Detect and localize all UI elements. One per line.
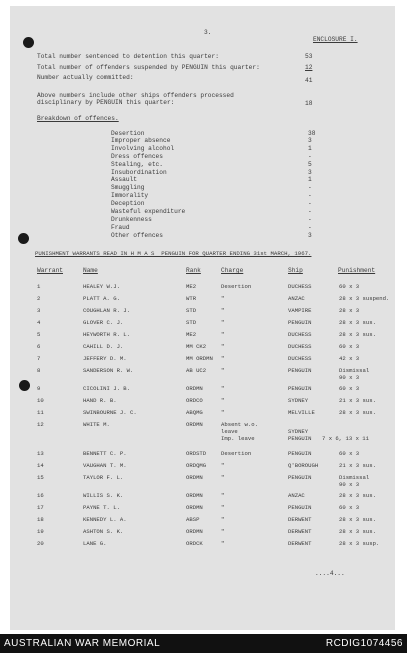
header-warrant: Warrant [37,267,63,274]
cell-punishment2: 90 x 3 [339,481,360,488]
cell-name: SWINBOURNE J. C. [83,409,137,416]
breakdown-heading: Breakdown of offences. [37,115,119,122]
cell-punishment: 28 x 3 sus. [339,331,376,338]
cell-punishment: 42 x 3 [339,355,360,362]
cell-name: HEALEY W.J. [83,283,120,290]
cell-name: VAUGHAN T. M. [83,462,127,469]
cell-rank: STD [186,307,197,314]
cell-rank: ABSP [186,516,200,523]
cell-name: WHITE M. [83,421,110,428]
cell-rank: AB UC2 [186,367,207,374]
offence-count: - [308,216,312,223]
offence-count: 3 [308,169,312,176]
table-row [0,397,407,405]
cell-rank: WTR [186,295,197,302]
table-row [0,355,407,363]
offence-name: Involving alcohol [111,145,175,152]
table-row [0,343,407,351]
cell-ship: DUCHESS [288,283,312,290]
cell-warrant: 20 [37,540,44,547]
cell-charge: " [221,409,225,416]
cell-charge: " [221,367,225,374]
cell-charge: " [221,528,225,535]
offence-name: Insubordination [111,169,167,176]
cell-rank: MM ORDMN [186,355,213,362]
punch-hole-top [23,37,34,48]
cell-ship: MELVILLE [288,409,315,416]
cell-rank: ME2 [186,283,197,290]
table-row [0,295,407,303]
cell-name: KENNEDY L. A. [83,516,127,523]
cell-warrant: 14 [37,462,44,469]
summary-value-3: 41 [305,77,313,84]
summary-label-3: Number actually committed: [37,74,134,81]
cell-ship: PENGUIN [288,319,312,326]
footer-record-id: RCDIG1074456 [325,638,403,649]
cell-warrant: 3 [37,307,41,314]
cell-name: HAND R. B. [83,397,117,404]
cell-warrant: 16 [37,492,44,499]
header-ship: Ship [288,267,303,274]
offence-name: Deception [111,200,145,207]
offence-count: - [308,224,312,231]
table-row [0,474,407,488]
cell-rank: ABQMG [186,409,203,416]
cell-warrant: 18 [37,516,44,523]
cell-charge: " [221,397,225,404]
cell-punishment: 60 x 3 [339,283,360,290]
table-row [0,516,407,524]
cell-punishment: 7 x 6, 13 x 11 [322,435,369,442]
cell-warrant: 6 [37,343,41,350]
offence-name: Desertion [111,130,145,137]
cell-charge: Desertion [221,450,252,457]
cell-warrant: 2 [37,295,41,302]
cell-name: GLOVER C. J. [83,319,124,326]
cell-warrant: 8 [37,367,41,374]
cell-name: TAYLOR F. L. [83,474,124,481]
cell-warrant: 10 [37,397,44,404]
offence-count: 3 [308,137,312,144]
cell-rank: ORDCK [186,540,203,547]
cell-name: SANDERSON R. W. [83,367,134,374]
cell-warrant: 12 [37,421,44,428]
cell-rank: MM CK2 [186,343,207,350]
table-row [0,385,407,393]
cell-name: WILLIS S. K. [83,492,124,499]
cell-charge: Desertion [221,283,252,290]
offence-count: - [308,184,312,191]
summary-value-4: 18 [305,100,313,107]
cell-ship: ANZAC [288,295,305,302]
cell-charge: " [221,343,225,350]
cell-warrant: 17 [37,504,44,511]
cell-punishment: Dismissal [339,367,370,374]
cell-punishment: 60 x 3 [339,504,360,511]
cell-name: COUGHLAN R. J. [83,307,130,314]
cell-name: CICOLINI J. B. [83,385,130,392]
cell-ship: PENGUIN [288,385,312,392]
offence-count: 1 [308,145,312,152]
header-punishment: Punishment [338,267,376,274]
cell-warrant: 5 [37,331,41,338]
cell-ship: PENGUIN [288,474,312,481]
cell-rank: ORDQMG [186,462,207,469]
cell-ship: Q'BOROUGH [288,462,319,469]
summary-label-2: Total number of offenders suspended by PENGUIN this quarter: [37,64,260,71]
cell-charge: " [221,385,225,392]
cell-name: CAHILL D. J. [83,343,124,350]
continuation-marker: ....4... [315,570,345,577]
cell-name: PLATT A. G. [83,295,120,302]
offence-count: - [308,200,312,207]
cell-charge: " [221,540,225,547]
offence-name: Assault [111,176,137,183]
summary-label-4a: Above numbers include other ships offenders processed [37,92,234,99]
cell-ship: ANZAC [288,492,305,499]
summary-label-1: Total number sentenced to detention this quarter: [37,53,219,60]
summary-label-4b: disciplinary by PENGUIN this quarter: [37,99,175,106]
cell-charge: " [221,319,225,326]
offence-name: Dress offences [111,153,163,160]
cell-warrant: 19 [37,528,44,535]
archive-footer [0,634,407,653]
offence-count: - [308,192,312,199]
cell-warrant: 13 [37,450,44,457]
punch-hole-middle [18,233,29,244]
cell-ship: PENGUIN [288,504,312,511]
offence-name: Immorality [111,192,149,199]
cell-punishment: 28 x 3 sus. [339,409,376,416]
cell-charge: " [221,516,225,523]
table-row [0,462,407,470]
cell-punishment: 60 x 3 [339,450,360,457]
offence-name: Fraud [111,224,130,231]
offence-name: Improper absence [111,137,171,144]
cell-rank: ORDMN [186,504,203,511]
cell-charge: " [221,331,225,338]
cell-name: JEFFERY D. M. [83,355,127,362]
table-row [0,409,407,417]
cell-charge2: leave [221,428,238,435]
warrants-heading: PUNISHMENT WARRANTS READ IN H M A S PENGUIN FOR QUARTER ENDING 31st MARCH, 1967. [35,250,312,257]
cell-punishment: 60 x 3 [339,343,360,350]
table-row [0,528,407,536]
enclosure-label: ENCLOSURE I. [313,36,358,43]
cell-charge: " [221,295,225,302]
cell-warrant: 1 [37,283,41,290]
cell-charge: " [221,504,225,511]
cell-charge: " [221,355,225,362]
cell-rank: ORDMN [186,492,203,499]
cell-punishment: Dismissal [339,474,370,481]
cell-rank: ORDMN [186,528,203,535]
table-row [0,492,407,500]
header-rank: Rank [186,267,201,274]
cell-punishment: 28 x 3 [339,307,360,314]
cell-ship2: PENGUIN [288,435,312,442]
table-row [0,540,407,548]
cell-name: LANE G. [83,540,107,547]
cell-charge: " [221,307,225,314]
offence-count: 5 [308,161,312,168]
offence-name: Wasteful expenditure [111,208,186,215]
cell-punishment: 21 x 3 sus. [339,397,376,404]
summary-value-2: 12 [305,64,313,71]
cell-ship: PENGUIN [288,450,312,457]
cell-punishment: 28 x 3 sus. [339,528,376,535]
table-row [0,504,407,512]
header-charge: Charge [221,267,244,274]
cell-ship: VAMPIRE [288,307,312,314]
cell-punishment: 28 x 3 sus. [339,319,376,326]
cell-punishment2: 90 x 3 [339,374,360,381]
cell-rank: STD [186,319,197,326]
table-row [0,421,407,442]
table-row [0,367,407,381]
cell-ship: DERWENT [288,528,312,535]
cell-rank: ORDSTD [186,450,207,457]
cell-warrant: 11 [37,409,44,416]
cell-charge: Absent w.o. [221,421,258,428]
cell-name: ASHTON S. K. [83,528,124,535]
cell-warrant: 7 [37,355,41,362]
cell-ship: SYDNEY [288,428,309,435]
offence-count: 3 [308,232,312,239]
cell-rank: ORDMN [186,421,203,428]
offence-count: - [308,153,312,160]
cell-warrant: 15 [37,474,44,481]
page-number: 3. [204,29,212,36]
table-row [0,331,407,339]
offence-name: Other offences [111,232,163,239]
cell-ship: DUCHESS [288,343,312,350]
cell-rank: ORDCO [186,397,203,404]
header-name: Name [83,267,98,274]
cell-ship: PENGUIN [288,367,312,374]
cell-punishment: 28 x 3 susp. [339,540,380,547]
offence-count: 1 [308,176,312,183]
cell-ship: DERWENT [288,516,312,523]
cell-charge: " [221,462,225,469]
cell-name: HEYWORTH R. L. [83,331,130,338]
cell-charge: " [221,492,225,499]
cell-ship: DERWENT [288,540,312,547]
table-row [0,450,407,458]
cell-rank: ORDMN [186,474,203,481]
cell-name: PAYNE T. L. [83,504,120,511]
cell-punishment: 28 x 3 sus. [339,516,376,523]
offence-count: 38 [308,130,316,137]
cell-punishment: 28 x 3 sus. [339,492,376,499]
cell-rank: ORDMN [186,385,203,392]
cell-ship: DUCHESS [288,355,312,362]
cell-warrant: 4 [37,319,41,326]
table-row [0,283,407,291]
footer-source: AUSTRALIAN WAR MEMORIAL [4,638,161,649]
cell-punishment: 28 x 3 suspend. [339,295,390,302]
cell-punishment: 60 x 3 [339,385,360,392]
cell-ship: DUCHESS [288,331,312,338]
cell-charge3: Imp. leave [221,435,255,442]
summary-value-1: 53 [305,53,313,60]
table-row [0,307,407,315]
offence-name: Drunkenness [111,216,152,223]
cell-ship: SYDNEY [288,397,309,404]
offence-name: Smuggling [111,184,145,191]
cell-charge: " [221,474,225,481]
cell-rank: ME2 [186,331,197,338]
cell-punishment: 21 x 3 sus. [339,462,376,469]
offence-count: - [308,208,312,215]
table-row [0,319,407,327]
offence-name: Stealing, etc. [111,161,163,168]
cell-name: BENNETT C. P. [83,450,127,457]
cell-warrant: 9 [37,385,41,392]
